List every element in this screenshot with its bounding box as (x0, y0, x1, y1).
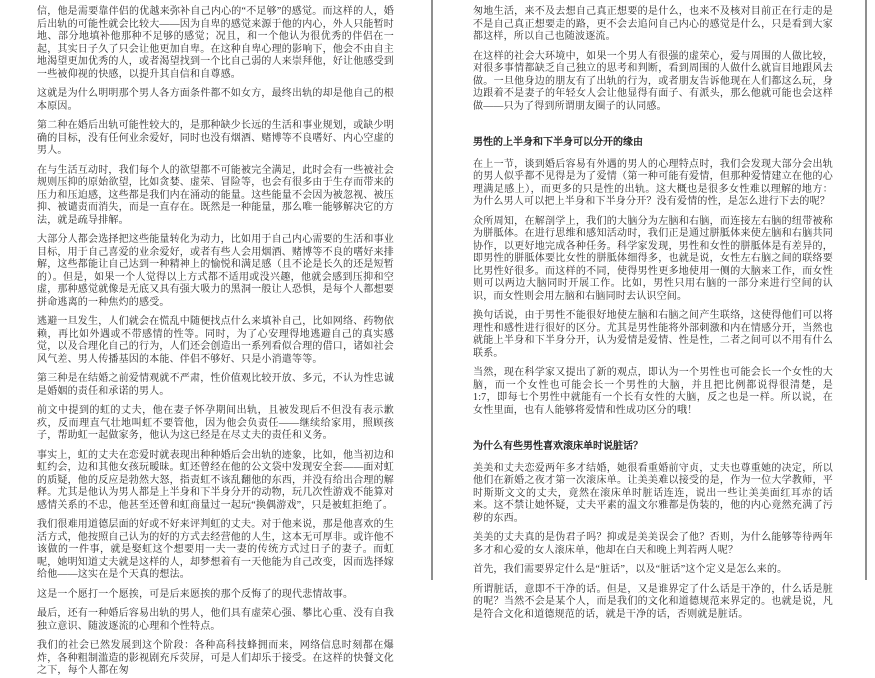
paragraph: 在上一节，谈到婚后容易有外遇的男人的心理特点时，我们会发现大部分会出轨的男人似乎都不见得是为了爱情（第一种可能有爱情，但那种爱情建立在他的心理满足感上），而更多的只是性的出轨。这大概也是很多女性难以理解的地方：为什么男人可以把上半身和下半身分开？没有爱情的性，是怎么进行下去的呢？ (473, 158, 833, 207)
section-heading-upper-lower-body: 男性的上半身和下半身可以分开的缘由 (473, 137, 643, 148)
paragraph: 第三种是在结婚之前爱情观就不严肃，性价值观比较开放、多元，不认为性忠诚是婚姻的责任和承诺的男人。 (37, 373, 394, 397)
paragraph: 匆地生活，来不及去想自己真正想要的是什么，也来不及核对目前正在行走的是不是自己真正想要走的路，更不会去追问自己内心的感觉是什么，只是看到大家都这样，所以自己也随波逐流。 (473, 6, 833, 42)
paragraph: 大部分人都会选择把这些能量转化为动力，比如用于自己内心需要的生活和事业目标，用于自己喜爱的业余爱好，或者有些人会用烟酒、赌博等不良的嗜好来排解，这些都能让自己达到一种精神上的愉悦和满足感（且不论是长久的还是短暂的）。但是，如果一个人觉得以上方式都不适用或没兴趣，他就会感到压抑和空虚，那种感觉就像是无底又具有强大吸力的黑洞一般让人恐惧，是每个人都想要拼命逃离的一种焦灼的感受。 (37, 234, 394, 308)
paragraph: 信，他是需要靠伴侣的优越来弥补自己内心的“不足够”的感觉。而这样的人，婚后出轨的可能性就会比较大——因为自卑的感觉来源于他的内心，外人只能暂时地、部分地填补他那种不足够的感觉；况且，和一个他认为很优秀的伴侣在一起，其实日子久了只会让他更加自卑。在这种自卑心理的影响下，他会不由自主地渴望更加优秀的人，或者渴望找到一个比自己弱的人来崇拜他，好让他感受到一些被仰视的快感，以提升其自信和自尊感。 (37, 6, 394, 80)
paragraph: 美美的丈夫真的是伪君子吗？抑或是美美误会了他？否则，为什么能够等待两年多才和心爱的女人滚床单，他却在白天和晚上判若两人呢？ (473, 532, 833, 556)
paragraph: 我们很难用道德层面的好或不好来评判虹的丈夫。对于他来说，那是他喜欢的生活方式，他按照自己认为的好的方式去经营他的人生，这本无可厚非。或许他不该做的一件事，就是娶虹这个想要用一夫一妻的传统方式过日子的妻子。而虹呢，她明知道丈夫就是这样的人，却梦想着有一天他能为自己改变，因而选择嫁给他——这实在是个天真的想法。 (37, 519, 394, 580)
paragraph: 换句话说，由于男性不能很好地使左脑和右脑之间产生联络，这使得他们可以将理性和感性进行很好的区分。尤其是男性能将外部刺激和内在情感分开，当然也就能上半身和下半身分开，认为爱情是爱情、性是性，二者之间可以不用有什么联系。 (473, 310, 833, 359)
paragraph: 众所周知，在解剖学上，我们的大脑分为左脑和右脑，而连接左右脑的纽带被称为胼胝体。在进行思维和感知活动时，我们正是通过胼胝体来使左脑和右脑共同协作，以更好地完成各种任务。科学家发现，男性和女性的胼胝体是有差异的，即男性的胼胝体要比女性的胼胝体细得多，也就是说，女性左右脑之间的联络要比男性好很多。而这样的不同，使得男性更多地使用一侧的大脑来工作，而女性则可以两边大脑同时开展工作。比如，男性只用右脑的一部分来进行空间的认识，而女性则会用左脑和右脑同时去认识空间。 (473, 215, 833, 302)
paragraph: 美美和丈夫恋爱两年多才结婚，她很看重婚前守贞，丈夫也尊重她的决定，所以他们在新婚之夜才第一次滚床单。让美美难以接受的是，作为一位大学教师，平时斯斯文文的丈夫，竟然在滚床单时脏话连连，说出一些让美美面红耳赤的话来。这不禁让她怀疑，丈夫平素的温文尔雅都是伪装的，他的内心竟然充满了污秽的东西。 (473, 462, 833, 524)
page-left (0, 0, 431, 676)
paragraph: 在这样的社会大环境中，如果一个男人有很强的虚荣心，爱与周围的人做比较，对很多事情都缺乏自己独立的思考和判断，看到周围的人做什么就盲目地跟风去做。一旦他身边的朋友有了出轨的行为，或者朋友告诉他现在人们都这么玩，身边跟着不是妻子的年轻女人会让他显得有面子、有派头，那么他就可能也会这样做——只为了得到所谓朋友圈子的认同感。 (473, 50, 833, 112)
paragraph: 在与生活互动时，我们每个人的欲望都不可能被完全满足，此时会有一些被社会规则压抑的原始欲望，比如贪婪、虚荣、冒险等，也会有很多由于生存而带来的压力和压迫感，这些都是我们内在涌动的能量。这些能量不会因为被忽视、被压抑、被谴责而消失，而是一直存在。既然是一种能量，那么唯一能够解决它的方法，就是疏导排解。 (37, 164, 394, 226)
paragraph: 首先，我们需要界定什么是“脏话”，以及“脏话”这个定义是怎么来的。 (473, 564, 788, 575)
paragraph: 最后，还有一种婚后容易出轨的男人，他们具有虚荣心强、攀比心重、没有自我独立意识、随波逐流的心理和个性特点。 (37, 608, 394, 632)
section-heading-dirty-talk: 为什么有些男性喜欢滚床单时说脏话？ (473, 441, 643, 452)
paragraph: 我们的社会已然发展到这个阶段：各种高科技蜂拥而来，网络信息时刻都在爆炸，各种粗制滥造的影视剧充斥荧屏，可是人们却乐于接受。在这样的快餐文化之下，每个人都在匆 (37, 640, 394, 676)
paragraph: 前文中提到的虹的丈夫，他在妻子怀孕期间出轨，且被发现后不但没有表示歉疚，反而理直气壮地叫虹不要管他，因为他会负责任——继续给家用，照顾孩子，帮助虹一起做家务，他认为这已经是在尽丈夫的责任和义务。 (37, 405, 394, 441)
paragraph: 事实上，虹的丈夫在恋爱时就表现出种种婚后会出轨的迹象，比如，他当初边和虹约会，边和其他女孩玩暧昧。虹还曾经在他的公文袋中发现安全套——面对虹的质疑，他的反应是勃然大怒，指责虹不该乱翻他的东西，并没有给出合理的解释。尤其是他认为男人都是上半身和下半身分开的动物，玩几次性游戏不能算对感情关系的不忠，他甚至还曾和虹商量过一起玩“换偶游戏”，只是被虹拒绝了。 (37, 449, 394, 511)
paragraph: 逃避一旦发生，人们就会在慌乱中随便找点什么来填补自己，比如网络、药物依赖，再比如外遇或不带感情的性等。同时，为了心安理得地逃避自己的真实感觉，以及合理化自己的行为，人们还会创造出一系列看似合理的借口，诸如社会风气差、男人传播基因的本能、伴侣不够好、只是小消遣等等。 (37, 316, 394, 365)
paragraph: 这是一个愿打一个愿挨，可是后来愿挨的那个反悔了的现代悲情故事。 (37, 588, 354, 600)
paragraph: 第二种在婚后出轨可能性较大的，是那种缺少长远的生活和事业规划，或缺少明确的目标，没有任何业余爱好，同时也没有烟酒、赌博等不良嗜好、内心空虚的男人。 (37, 120, 394, 156)
right-margin-spacer (867, 0, 875, 580)
paragraph: 这就是为什么明明那个男人各方面条件都不如女方，最终出轨的却是他自己的根本原因。 (37, 88, 394, 112)
paragraph: 所谓脏话，意即不干净的话。但是，又是谁界定了什么话是干净的，什么话是脏的呢？当然不会是某个人，而是我们的文化和道德规范来界定的。也就是说，凡是符合文化和道德规范的话，就是干净的话，否则就是脏话。 (473, 583, 833, 620)
page-right (433, 0, 865, 620)
paragraph: 当然，现在科学家又提出了新的观点，即认为一个男性也可能会长一个女性的大脑，而一个女性也可能会长一个男性的大脑，并且把比例都说得很清楚，是1:7，即每七个男性中就能有一个长有女性的大脑，反之也是一样。所以说，在女性里面，也有人能够将爱情和性成功区分的哦！ (473, 367, 833, 416)
